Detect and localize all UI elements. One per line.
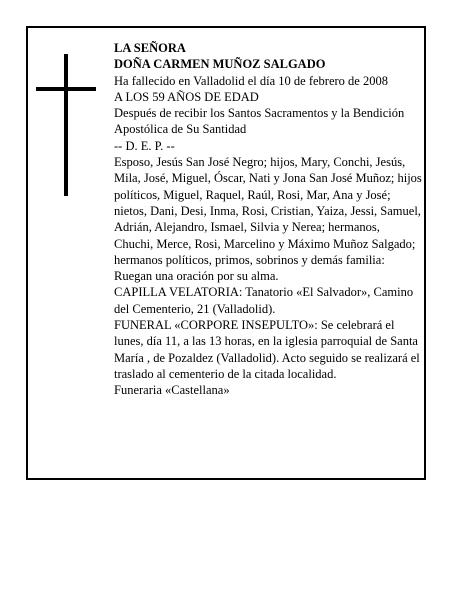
death-announcement: Ha fallecido en Valladolid el día 10 de febrero de 2008 <box>114 73 388 88</box>
sacraments-line: Después de recibir los Santos Sacramentos y la Bendición Apostólica de Su Santidad <box>114 106 405 137</box>
chapel-info: CAPILLA VELATORIA: Tanatorio «El Salvador», Camino del Cementerio, 21 (Valladolid). <box>114 285 414 316</box>
cross-horizontal-bar <box>36 87 96 91</box>
age-line: A LOS 59 AÑOS DE EDAD <box>114 89 259 104</box>
prayer-request: Ruegan una oración por su alma. <box>114 269 279 284</box>
family-list: Esposo, Jesús San José Negro; hijos, Mary, Conchi, Jesús, Mila, José, Miguel, Óscar, Nati y Jona San José Muñoz; hijos políticos, Miguel, Raquel, Raúl, Rosi, Mar, Ana y José; nietos, Dani, Desi, Inma, Rosi, Cristian, Yaiza, Jessi, Samuel, Adrián, Alejandro, Ismael, Silvia y Nerea; hermanos, Chuchi, Merce, Rosi, Marcelino y Máximo Muñoz Salgado; hermanos políticos, primos, sobrinos y demás familia: <box>114 155 422 267</box>
funeral-home: Funeraria «Castellana» <box>114 383 230 398</box>
rip-line: -- D. E. P. -- <box>114 138 175 153</box>
deceased-name: DOÑA CARMEN MUÑOZ SALGADO <box>114 57 326 72</box>
notice-title: LA SEÑORA <box>114 41 186 55</box>
funeral-info: FUNERAL «CORPORE INSEPULTO»: Se celebrará el lunes, día 11, a las 13 horas, en la iglesia parroquial de Santa María , de Pozaldez (Valladolid). Acto seguido se realizará el traslado al cementerio de la citada localidad. <box>114 318 420 381</box>
cross-vertical-bar <box>64 54 68 196</box>
obituary-text <box>114 40 422 399</box>
